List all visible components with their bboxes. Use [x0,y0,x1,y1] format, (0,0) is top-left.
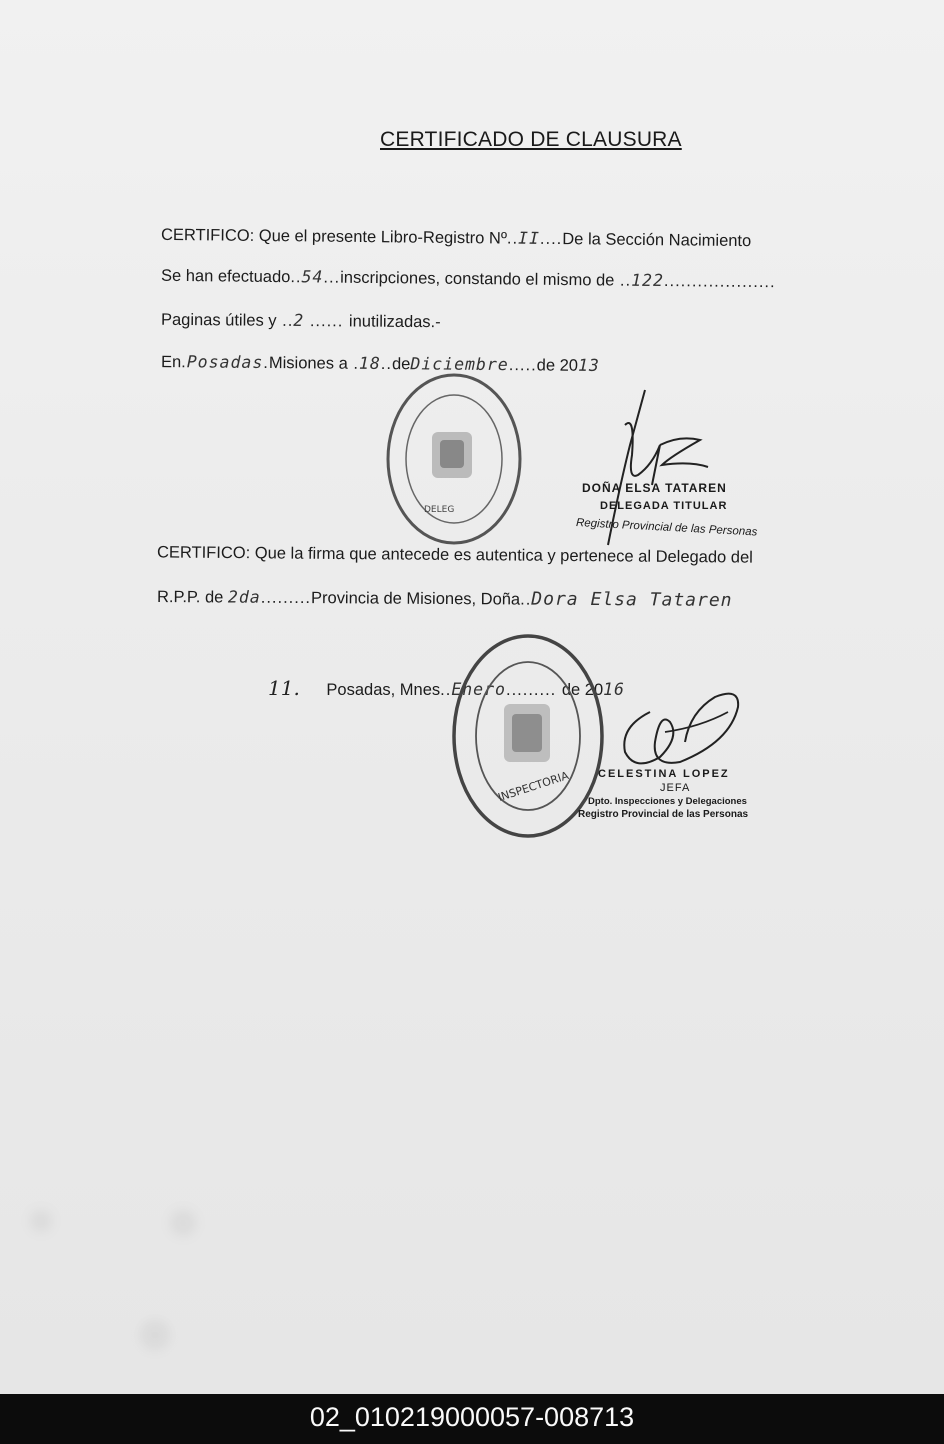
certification-line-4: En.Posadas.Misiones a .18..deDiciembre.....de 2013 [160,352,600,375]
handwritten-ordinal: 2da [227,587,261,607]
handwritten-page-count: 122 [631,270,665,291]
handwritten-book-number: II [518,228,541,248]
svg-text:DELEG: DELEG [424,505,455,515]
certification-line-7: 11. Posadas, Mnes..Enero......... de 2016 [268,676,625,700]
handwritten-place: Posadas [186,352,264,372]
handwritten-year-2: 16 [603,680,625,699]
signature-1-org: Registro Provincial de las Personas [575,517,758,539]
certification-line-6: R.P.P. de 2da.........Provincia de Misiones, Doña..Dora Elsa Tataren [156,587,733,612]
document-id-footer: 02_010219000057-008713 [0,1394,944,1444]
certification-line-1: CERTIFICO: Que el presente Libro-Registro Nº..II....De la Sección Nacimiento [160,225,752,251]
signature-2-org: Registro Provincial de las Personas [578,809,749,820]
signature-2 [610,682,750,782]
handwritten-day-2: 11. [268,676,300,700]
document-title: CERTIFICADO DE CLAUSURA [380,128,682,151]
handwritten-year: 13 [577,355,600,375]
handwritten-unused-count: 2 [293,310,305,331]
handwritten-month-2: Enero [451,680,506,699]
signature-2-dept: Dpto. Inspecciones y Delegaciones [588,796,747,807]
signature-1-role: DELEGADA TITULAR [600,500,728,512]
certification-line-3: Paginas útiles y ..2 ...... inutilizadas.- [160,310,441,332]
official-stamp-1 [384,372,524,547]
handwritten-month: Diciembre [410,354,509,375]
handwritten-delegate-name: Dora Elsa Tataren [531,588,733,612]
signature-2-name: CELESTINA LOPEZ [598,768,730,780]
handwritten-inscription-count: 54 [301,267,324,287]
signature-2-role: JEFA [660,782,691,794]
signature-1-name: DOÑA ELSA TATAREN [582,481,727,495]
svg-text:INSPECTORIA: INSPECTORIA [496,769,571,805]
certification-line-2: Se han efectuado..54...inscripciones, constando el mismo de ..122.................... [160,266,776,292]
certification-line-5: CERTIFICO: Que la firma que antecede es autentica y pertenece al Delegado del [156,543,753,567]
handwritten-day: 18 [358,353,381,374]
